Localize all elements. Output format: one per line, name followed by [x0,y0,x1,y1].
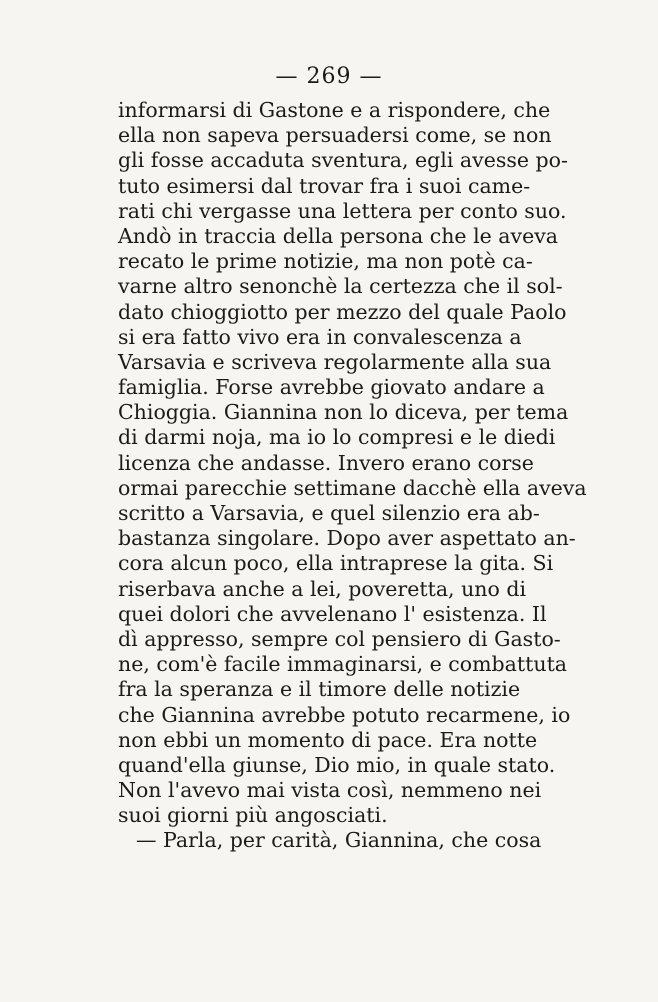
text-line: cora alcun poco, ella intraprese la gita. Si [118,551,554,576]
text-line: famiglia. Forse avrebbe giovato andare a [118,375,545,400]
text-line: informarsi di Gastone e a rispondere, che [118,98,551,122]
text-line: che Giannina avrebbe potuto recarmene, io [118,702,571,727]
text-line: ormai parecchie settimane dacchè ella aveva [118,475,587,500]
text-line: si era fatto vivo era in convalescenza a [118,324,522,349]
text-line: di darmi noja, ma io lo compresi e le diedi [118,425,556,450]
text-line: rati chi vergasse una lettera per conto suo. [118,198,567,223]
text-line: — Parla, per carità, Giannina, che cosa [136,828,542,853]
text-line: dì appresso, sempre col pensiero di Gasto- [118,626,561,651]
text-line: tuto esimersi dal trovar fra i suoi came- [118,173,531,198]
body-text [118,98,587,854]
page-number: — 269 — [275,64,383,89]
text-line: recato le prime notizie, ma non potè ca- [118,249,533,274]
text-line: ne, com'è facile immaginarsi, e combattuta [118,652,568,677]
text-line: dato chioggiotto per mezzo del quale Paolo [118,299,567,324]
text-line: Varsavia e scriveva regolarmente alla sua [118,349,552,374]
text-line: Chioggia. Giannina non lo diceva, per tema [118,400,569,425]
text-line: varne altro senonchè la certezza che il sol- [118,274,563,299]
text-line: ella non sapeva persuadersi come, se non [118,123,552,148]
text-line: suoi giorni più angosciati. [118,803,388,828]
text-line: fra la speranza e il timore delle notizie [118,677,521,702]
text-line: scritto a Varsavia, e quel silenzio era ab- [118,501,540,525]
text-line: non ebbi un momento di pace. Era notte [118,727,538,752]
text-line: Andò in traccia della persona che le aveva [118,223,559,248]
text-line: Non l'avevo mai vista così, nemmeno nei [118,778,542,803]
text-line: quei dolori che avvelenano l' esistenza. Il [118,601,547,626]
text-line: licenza che andasse. Invero erano corse [118,450,534,475]
text-line: gli fosse accaduta sventura, egli avesse po- [118,148,568,173]
text-line: quand'ella giunse, Dio mio, in quale stato. [118,752,556,777]
text-line: bastanza singolare. Dopo aver aspettato an- [118,526,576,551]
text-line: riserbava anche a lei, poveretta, uno di [118,576,527,601]
